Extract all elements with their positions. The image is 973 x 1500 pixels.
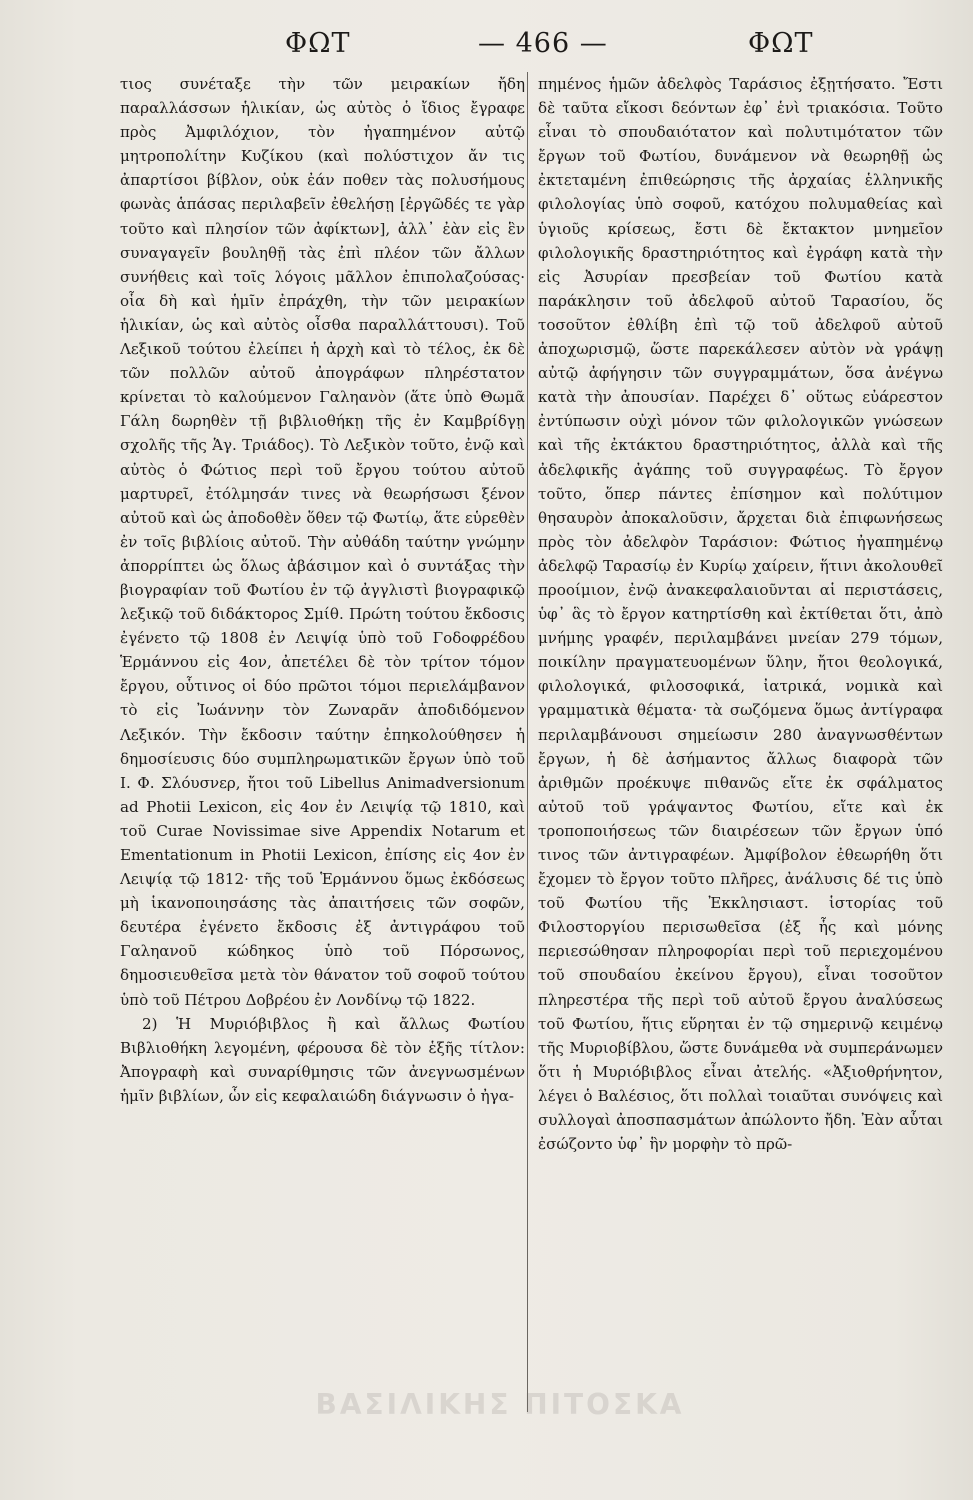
column-divider (527, 72, 528, 1412)
right-column (538, 72, 943, 1156)
left-column (120, 72, 525, 1108)
left-paragraph-1: τιος συνέταξε τὴν τῶν μειρακίων ἤδη παραλλάσσων ἡλικίαν, ὡς αὐτὸς ὁ ἴδιος ἔγραφε πρὸς Ἀμφιλόχιον, τὸν ἠγαπημένον αὐτῷ μητροπολίτην Κυζίκου (καὶ πολύστιχον ἄν τις ἀπαρτίσοι βίβλον, οὐκ ἐάν ποθεν τὰς πολυσήμους φωνὰς ἁπάσας περιλαβεῖν ἐθελήσῃ [ἐργῶδές τε γὰρ τοῦτο καὶ πλησίον τῶν ἀφίκτων], ἀλλ᾽ ἐὰν εἰς ἓν συναγαγεῖν βουληθῇ τὰς ἐπὶ πλέον τῶν ἄλλων συνήθεις καὶ τοῖς λόγοις μᾶλλον ἐπιπολαζούσας· οἷα δὴ καὶ ἡμῖν ἐπράχθη, τὴν τῶν μειρακίων ἡλικίαν, ὡς καὶ αὐτὸς οἶσθα παραλλάττουσι). Τοῦ Λεξικοῦ τούτου ἐλείπει ἡ ἀρχὴ καὶ τὸ τέλος, ἐκ δὲ τῶν πολλῶν αὐτοῦ ἀπογράφων πληρέστατον κρίνεται τὸ καλούμενον Γαληανὸν (ἅτε ὑπὸ Θωμᾶ Γάλη δωρηθὲν τῇ βιβλιοθήκῃ τῆς ἐν Καμβρίδγῃ σχολῆς τῆς Ἁγ. Τριάδος). Τὸ Λεξικὸν τοῦτο, ἐνῷ καὶ αὐτὸς ὁ Φώτιος περὶ τοῦ ἔργου τούτου αὐτοῦ μαρτυρεῖ, ἐτόλμησάν τινες νὰ θεωρήσωσι ξένον αὐτοῦ καὶ ὡς ἀποδοθὲν ὅθεν τῷ Φωτίῳ, ἅτε εὑρεθὲν ἐν τοῖς βιβλίοις αὐτοῦ. Τὴν αὐθάδη ταύτην γνώμην ἀπορρίπτει ὡς ὅλως ἀβάσιμον καὶ ὁ συντάξας τὴν βιογραφίαν τοῦ Φωτίου ἐν τῷ ἀγγλιστὶ βιογραφικῷ λεξικῷ τοῦ διδάκτορος Σμίθ. Πρώτη τούτου ἔκδοσις ἐγένετο τῷ 1808 ἐν Λειψίᾳ ὑπὸ τοῦ Γοδοφρέδου Ἑρμάννου εἰς 4ον, ἀπετέλει δὲ τὸν τρίτον τόμον ἔργου, οὗτινος οἱ δύο πρῶτοι τόμοι περιελάμβανον τὸ εἰς Ἰωάννην τὸν Ζωναρᾶν ἀποδιδόμενον Λεξικόν. Τὴν ἔκδοσιν ταύτην ἐπηκολούθησεν ἡ δημοσίευσις δύο συμπληρωματικῶν ἔργων ὑπὸ τοῦ Ι. Φ. Σλόυσνερ, ἤτοι τοῦ Libellus Animadversionum ad Photii Lexicon, εἰς 4ον ἐν Λειψίᾳ τῷ 1810, καὶ τοῦ Curae Novissimae sive Appendix Notarum et Ementationum in Photii Lexicon, ἐπίσης εἰς 4ον ἐν Λειψίᾳ τῷ 1812· τῆς τοῦ Ἑρμάννου ὅμως ἐκδόσεως μὴ ἱκανοποιησάσης τὰς ἀπαιτήσεις τῶν σοφῶν, δευτέρα ἐγένετο ἔκδοσις ἐξ ἀντιγράφου τοῦ Γαληανοῦ κώδηκος ὑπὸ τοῦ Πόρσωνος, δημοσιευθεῖσα μετὰ τὸν θάνατον τοῦ σοφοῦ τούτου ὑπὸ τοῦ Πέτρου Δοβρέου ἐν Λονδίνῳ τῷ 1822. (120, 75, 525, 1009)
header-left-abbr: ΦΩΤ (285, 28, 351, 59)
header-right-abbr: ΦΩΤ (748, 28, 814, 59)
page-number: — 466 — (478, 28, 608, 59)
running-header (0, 28, 973, 68)
left-paragraph-2: 2) Ἡ Μυριόβιβλος ἢ καὶ ἄλλως Φωτίου Βιβλιοθήκη λεγομένη, φέρουσα δὲ τὸν ἑξῆς τίτλον: Ἀπογραφὴ καὶ συναρίθμησις τῶν ἀνεγνωσμένων ἡμῖν βιβλίων, ὧν εἰς κεφαλαιώδη διάγνωσιν ὁ ἠγα- (120, 1014, 525, 1105)
watermark: ΒΑΣΙΛΙΚΗΣ ΠΙΤΟΣΚΑ (315, 1388, 685, 1421)
right-paragraph-1: πημένος ἡμῶν ἀδελφὸς Ταράσιος ἐξῃτήσατο. Ἔστι δὲ ταῦτα εἴκοσι δεόντων ἐφ᾽ ἑνὶ τριακόσια. Τοῦτο εἶναι τὸ σπουδαιότατον καὶ πολυτιμότατον τῶν ἔργων τοῦ Φωτίου, δυνάμενον νὰ θεωρηθῇ ὡς ἐκτεταμένη ἐπιθεώρησις τῆς ἀρχαίας ἑλληνικῆς φιλολογίας ὑπὸ σοφοῦ, κατόχου πολυμαθείας καὶ ὑγιοῦς κρίσεως, ἔστι δὲ ἔκτακτον μνημεῖον φιλολογικῆς δραστηριότητος καὶ ἐγράφη κατὰ τὴν εἰς Ἀσυρίαν πρεσβείαν τοῦ Φωτίου κατὰ παράκλησιν τοῦ ἀδελφοῦ αὐτοῦ Ταρασίου, ὅς τοσοῦτον ἐθλίβη ἐπὶ τῷ τοῦ ἀδελφοῦ αὐτοῦ ἀποχωρισμῷ, ὥστε παρεκάλεσεν αὐτὸν νὰ γράψῃ αὐτῷ ἀφήγησιν τῶν συγγραμμάτων, ὅσα ἀνέγνω κατὰ τὴν ἀπουσίαν. Παρέχει δ᾽ οὕτως εὐάρεστον ἐντύπωσιν οὐχὶ μόνον τῶν φιλολογικῶν γνώσεων καὶ τῆς ἐκτάκτου δραστηριότητος, ἀλλὰ καὶ τῆς ἀδελφικῆς ἀγάπης τοῦ συγγραφέως. Τὸ ἔργον τοῦτο, ὅπερ πάντες ἐπίσημον καὶ πολύτιμον θησαυρὸν ἀποκαλοῦσιν, ἄρχεται διὰ ἐπιφωνήσεως πρὸς τὸν ἀδελφὸν Ταράσιον: Φώτιος ἠγαπημένῳ ἀδελφῷ Ταρασίῳ ἐν Κυρίῳ χαίρειν, ἥτινι ἀκολουθεῖ προοίμιον, ἐνῷ ἀνακεφαλαιοῦνται αἱ περιστάσεις, ὑφ᾽ ἃς τὸ ἔργον κατηρτίσθη καὶ ἐκτίθεται ὅτι, ἀπὸ μνήμης γραφέν, περιλαμβάνει μνείαν 279 τόμων, ποικίλην πραγματευομένων ὕλην, ἤτοι θεολογικά, φιλολογικά, φιλοσοφικά, ἰατρικά, νομικὰ καὶ γραμματικὰ θέματα· τὰ σωζόμενα ὅμως ἀντίγραφα περιλαμβάνουσι σημείωσιν 280 ἀναγνωσθέντων ἔργων, ἡ δὲ ἀσήμαντος ἄλλως διαφορὰ τῶν ἀριθμῶν προέκυψε πιθανῶς εἴτε ἐκ σφάλματος αὐτοῦ τοῦ γράψαντος Φωτίου, εἴτε καὶ ἐκ τροποποιήσεως τῶν διαιρέσεων τῶν ἔργων ὑπό τινος τῶν ἀντιγραφέων. Ἀμφίβολον ἐθεωρήθη ὅτι ἔχομεν τὸ ἔργον τοῦτο πλῆρες, ἀνάλυσις δέ τις ὑπὸ τοῦ Φωτίου τῆς Ἐκκλησιαστ. ἱστορίας τοῦ Φιλοστοργίου περισωθεῖσα (ἐξ ἧς καὶ μόνης περιεσώθησαν πληροφορίαι περὶ τοῦ περιεχομένου τοῦ σπουδαίου ἐκείνου ἔργου), εἶναι τοσοῦτον πληρεστέρα τῆς περὶ τοῦ αὐτοῦ ἔργου ἀναλύσεως τοῦ Φωτίου, ἥτις εὕρηται ἐν τῷ σημερινῷ κειμένῳ τῆς Μυριοβίβλου, ὥστε δυνάμεθα νὰ συμπεράνωμεν ὅτι ἡ Μυριόβιβλος εἶναι ἀτελής. «Ἀξιοθρήνητον, λέγει ὁ Βαλέσιος, ὅτι πολλαὶ τοιαῦται συνόψεις καὶ συλλογαὶ ἀποσπασμάτων ἀπώλοντο ἤδη. Ἐὰν αὗται ἐσώζοντο ὑφ᾽ ἣν μορφὴν τὸ πρῶ- (538, 75, 943, 1154)
